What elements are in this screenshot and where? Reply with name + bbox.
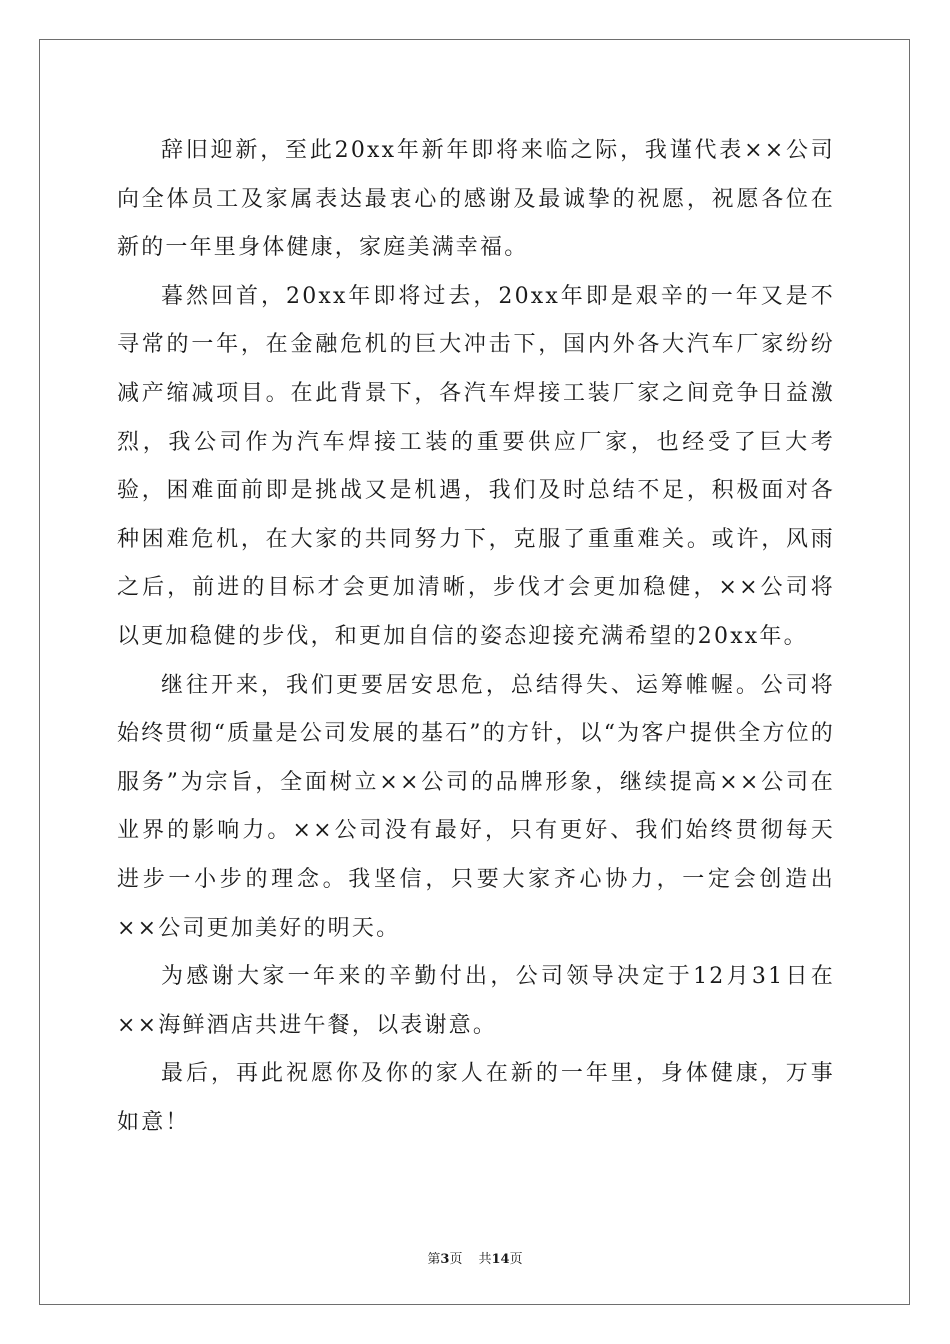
paragraph-3: 继往开来，我们更要居安思危，总结得失、运筹帷幄。公司将始终贯彻“质量是公司发展的基石”的方针，以“为客户提供全方位的服务”为宗旨，全面树立××公司的品牌形象，继续提高××公司在业界的影响力。××公司没有最好，只有更好、我们始终贯彻每天进步一小步的理念。我坚信，只要大家齐心协力，一定会创造出××公司更加美好的明天。 [117,672,835,941]
paragraph-1: 辞旧迎新，至此20xx年新年即将来临之际，我谨代表××公司向全体员工及家属表达最衷心的感谢及最诚挚的祝愿，祝愿各位在新的一年里身体健康，家庭美满幸福。 [117,138,835,261]
paragraph-2: 暮然回首，20xx年即将过去，20xx年即是艰辛的一年又是不寻常的一年，在金融危机的巨大冲击下，国内外各大汽车厂家纷纷减产缩减项目。在此背景下，各汽车焊接工装厂家之间竞争日益激烈，我公司作为汽车焊接工装的重要供应厂家，也经受了巨大考验，困难面前即是挑战又是机遇，我们及时总结不足，积极面对各种困难危机，在大家的共同努力下，克服了重重难关。或许，风雨之后，前进的目标才会更加清晰，步伐才会更加稳健，××公司将以更加稳健的步伐，和更加自信的姿态迎接充满希望的20xx年。 [117,283,835,649]
paragraph-5: 最后，再此祝愿你及你的家人在新的一年里，身体健康，万事如意！ [117,1061,835,1135]
page-footer [0,1248,950,1267]
paragraph-4: 为感谢大家一年来的辛勤付出，公司领导决定于12月31日在××海鲜酒店共进午餐，以表谢意。 [117,964,835,1038]
document-body [117,127,835,1147]
total-label-suffix: 页 [509,1252,523,1267]
page-label-prefix: 第 [427,1252,441,1267]
page-number: 3 [440,1252,450,1267]
total-label-prefix: 共 [478,1252,492,1267]
page-label-suffix: 页 [449,1252,463,1267]
total-pages: 14 [491,1252,510,1267]
